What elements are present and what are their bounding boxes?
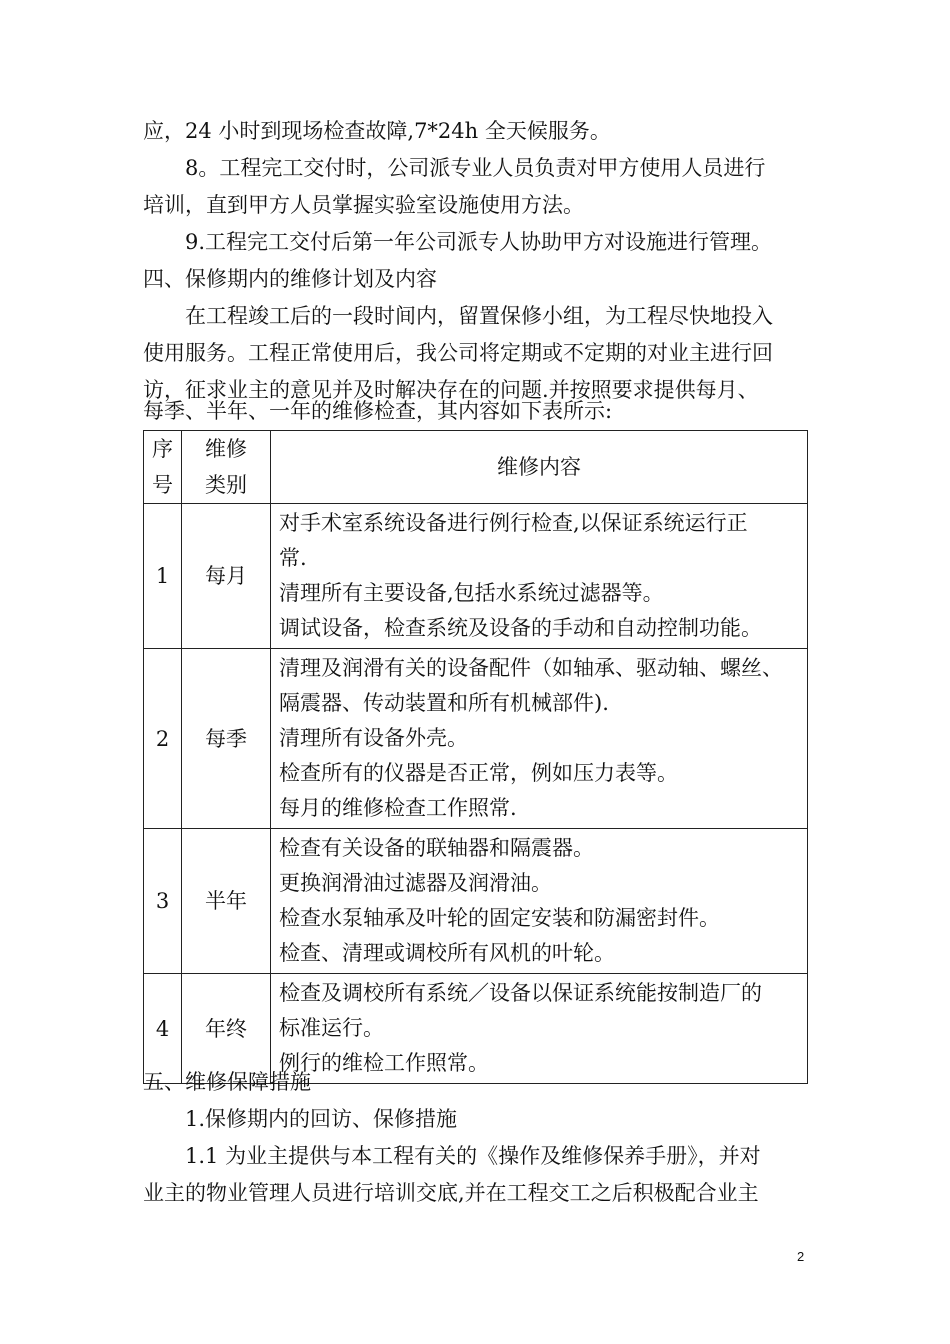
row-no: 1 [144, 504, 182, 649]
row-content: 检查有关设备的联轴器和隔震器。 更换润滑油过滤器及润滑油。 检查水泵轴承及叶轮的固定安装和防漏密封件。 检查、清理或调校所有风机的叶轮。 [271, 829, 808, 974]
page-number: 2 [797, 1249, 805, 1264]
row-type: 半年 [182, 829, 271, 974]
paragraph-line: 培训，直到甲方人员掌握实验室设施使用方法。 [143, 193, 584, 217]
paragraph-line: 业主的物业管理人员进行培训交底,并在工程交工之后积极配合业主 [143, 1181, 759, 1205]
paragraph-line: 应，24 小时到现场检查故障,7*24h 全天候服务。 [143, 119, 611, 143]
paragraph-line: 每季、半年、一年的维修检查，其内容如下表所示: [143, 399, 613, 423]
maintenance-table [143, 430, 808, 1084]
table-header-row [144, 431, 808, 504]
section-heading: 四、保修期内的维修计划及内容 [143, 267, 437, 291]
header-type: 维修 类别 [182, 431, 271, 504]
paragraph-line: 访，征求业主的意见并及时解决存在的问题.并按照要求提供每月、 [143, 378, 759, 402]
header-content: 维修内容 [271, 431, 808, 504]
paragraph-line: 8。工程完工交付时，公司派专业人员负责对甲方使用人员进行 [185, 156, 766, 180]
table-row [144, 504, 808, 649]
row-type: 每月 [182, 504, 271, 649]
row-content: 清理及润滑有关的设备配件（如轴承、驱动轴、螺丝、 隔震器、传动装置和所有机械部件). 清理所有设备外壳。 检查所有的仪器是否正常，例如压力表等。 每月的维修检查工作照常. [271, 649, 808, 829]
paragraph-line: 9.工程完工交付后第一年公司派专人协助甲方对设施进行管理。 [185, 230, 773, 254]
row-no: 2 [144, 649, 182, 829]
row-content: 检查及调校所有系统／设备以保证系统能按制造厂的 标准运行。 例行的维检工作照常。 [271, 974, 808, 1084]
paragraph-line: 使用服务。工程正常使用后，我公司将定期或不定期的对业主进行回 [143, 341, 773, 365]
section-heading: 五、维修保障措施 [143, 1070, 311, 1094]
row-no: 4 [144, 974, 182, 1084]
paragraph-line: 1.保修期内的回访、保修措施 [185, 1107, 458, 1131]
paragraph-line: 1.1 为业主提供与本工程有关的《操作及维修保养手册》，并对 [185, 1144, 761, 1168]
table-row [144, 829, 808, 974]
row-no: 3 [144, 829, 182, 974]
row-type: 年终 [182, 974, 271, 1084]
row-content: 对手术室系统设备进行例行检查,以保证系统运行正 常. 清理所有主要设备,包括水系统过滤器等。 调试设备，检查系统及设备的手动和自动控制功能。 [271, 504, 808, 649]
table-row [144, 649, 808, 829]
row-type: 每季 [182, 649, 271, 829]
header-no: 序 号 [144, 431, 182, 504]
paragraph-line: 在工程竣工后的一段时间内，留置保修小组，为工程尽快地投入 [185, 304, 773, 328]
